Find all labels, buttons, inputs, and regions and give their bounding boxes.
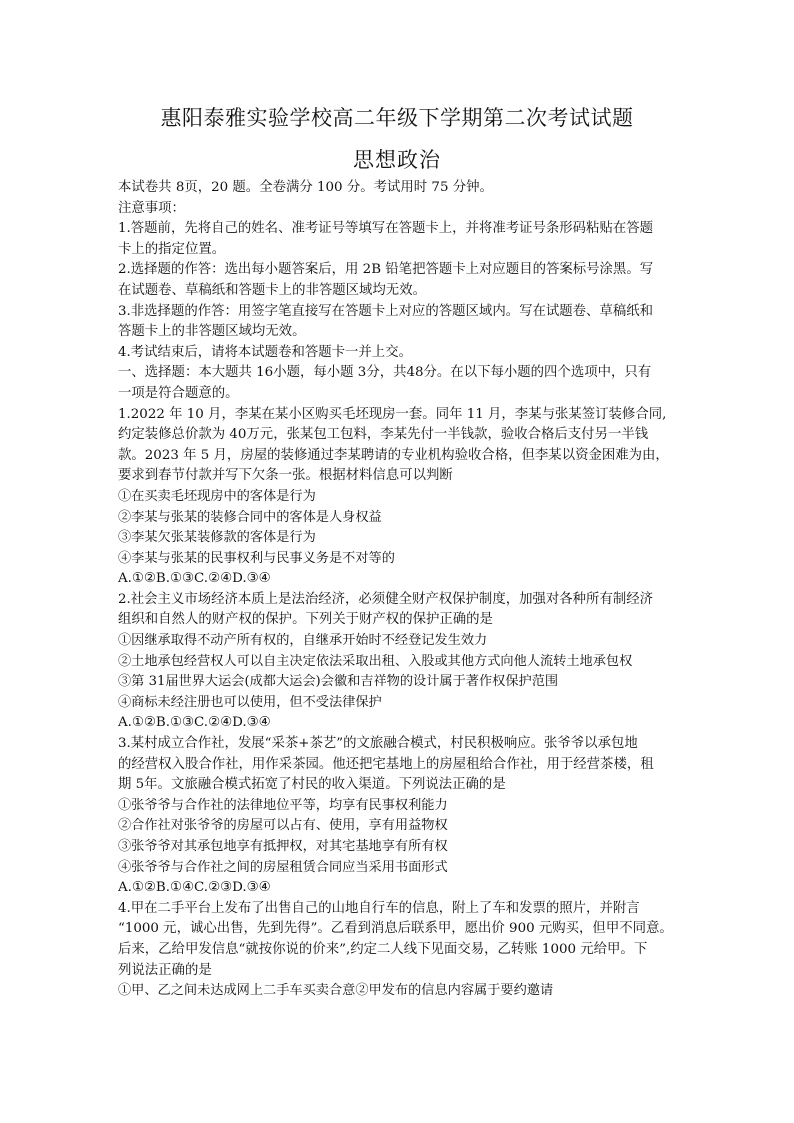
notice-heading: 注意事项： xyxy=(118,200,185,216)
section-heading: 一、选择题：本大题共 16小题，每小题 3分，共48分。在以下每小题的四个选项中，只有 xyxy=(118,365,652,381)
notice-item-3: 3.非选择题的作答：用签字笔直接写在答题卡上对应的答题区域内。写在试题卷、草稿纸和 xyxy=(118,303,654,319)
question-3-statement: ④张爷爷与合作社之间的房屋租赁合同应当采用书面形式 xyxy=(118,859,448,875)
question-4-stem: 列说法正确的是 xyxy=(118,962,212,978)
question-1-options: A.①②B.①③C.②④D.③④ xyxy=(118,571,271,587)
notice-item-1-cont: 卡上的指定位置。 xyxy=(118,241,226,257)
section-heading-cont: 一项是符合题意的。 xyxy=(118,385,239,401)
question-1-statement: ①在买卖毛坯现房中的客体是行为 xyxy=(118,488,316,504)
question-4-stem: 后来，乙给甲发信息“就按你说的价来”,约定二人线下见面交易，乙转账 1000 元给甲。下 xyxy=(118,941,648,957)
question-1-stem: 1.2022 年 10 月，李某在某小区购买毛坯现房一套。同年 11 月，李某与张某签订装修合同, xyxy=(118,406,667,422)
question-3-statement: ②合作社对张爷爷的房屋可以占有、使用，享有用益物权 xyxy=(118,818,448,834)
notice-item-4: 4.考试结束后，请将本试题卷和答题卡一并上交。 xyxy=(118,344,412,360)
question-1-statement: ③李某欠张某装修款的客体是行为 xyxy=(118,530,316,546)
question-1-statement: ④李某与张某的民事权利与民事义务是不对等的 xyxy=(118,550,395,566)
notice-item-2-cont: 在试题卷、草稿纸和答题卡上的非答题区域均无效。 xyxy=(118,282,426,298)
question-1-stem: 款。2023 年 5 月，房屋的装修通过李某聘请的专业机构验收合格，但李某以资金困难为由， xyxy=(118,447,669,463)
exam-subject: 思想政治 xyxy=(353,148,441,172)
question-3-statement: ③张爷爷对其承包地享有抵押权，对其宅基地享有所有权 xyxy=(118,839,448,854)
question-3-stem: 期 5年。文旅融合模式拓宽了村民的收入渠道。下列说法正确的是 xyxy=(118,777,506,793)
notice-item-2: 2.选择题的作答：选出每小题答案后，用 2B 铅笔把答题卡上对应题目的答案标号涂黑。写 xyxy=(118,262,654,278)
question-4-statement: ①甲、乙之间未达成网上二手车买卖合意②甲发布的信息内容属于要约邀请 xyxy=(118,983,554,999)
question-2-options: A.①②B.①③C.②④D.③④ xyxy=(118,715,271,731)
notice-item-3-cont: 答题卡上的非答题区域均无效。 xyxy=(118,324,306,340)
question-2-statement: ①因继承取得不动产所有权的，自继承开始时不经登记发生效力 xyxy=(118,633,488,649)
question-4-stem: “1000 元，诚心出售，先到先得”。乙看到消息后联系甲，愿出价 900 元购买，但甲不同意。 xyxy=(118,921,673,937)
question-1-stem: 约定装修总价款为 40万元，张某包工包料，李某先付一半钱款，验收合格后支付另一半钱 xyxy=(118,427,649,443)
question-2-statement: ③第 31届世界大运会(成都大运会)会徽和吉祥物的设计属于著作权保护范围 xyxy=(118,674,559,690)
question-1-statement: ②李某与张某的装修合同中的客体是人身权益 xyxy=(118,509,382,525)
exam-title: 惠阳泰雅实验学校高二年级下学期第二次考试试题 xyxy=(160,106,634,130)
question-2-statement: ②土地承包经营权人可以自主决定依法采取出租、入股或其他方式向他人流转土地承包权 xyxy=(118,653,633,669)
question-2-stem: 2.社会主义市场经济本质上是法治经济，必须健全财产权保护制度，加强对各种所有制经济 xyxy=(118,591,654,607)
exam-body xyxy=(118,178,684,1002)
question-3-options: A.①②B.①④C.②③D.③④ xyxy=(118,880,271,896)
question-3-statement: ①张爷爷与合作社的法律地位平等，均享有民事权利能力 xyxy=(118,797,448,813)
question-2-statement: ④商标未经注册也可以使用，但不受法律保护 xyxy=(118,694,382,710)
question-4-stem: 4.甲在二手平台上发布了出售自己的山地自行车的信息，附上了车和发票的照片，并附言 xyxy=(118,900,640,916)
exam-info-line: 本试卷共 8页，20 题。全卷满分 100 分。考试用时 75 分钟。 xyxy=(118,180,493,195)
question-3-stem: 3.某村成立合作社，发展“采茶+茶艺”的文旅融合模式，村民积极响应。张爷爷以承包地 xyxy=(118,736,638,752)
question-2-stem: 组织和自然人的财产权的保护。下列关于财产权的保护正确的是 xyxy=(118,612,493,628)
question-1-stem: 要求到春节付款并写下欠条一张。根据材料信息可以判断 xyxy=(118,468,453,484)
notice-item-1: 1.答题前，先将自己的姓名、准考证号等填写在答题卡上，并将准考证号条形码粘贴在答题 xyxy=(118,221,654,237)
question-3-stem: 的经营权入股合作社，用作采茶园。他还把宅基地上的房屋租给合作社，用于经营茶楼，租 xyxy=(118,756,654,772)
